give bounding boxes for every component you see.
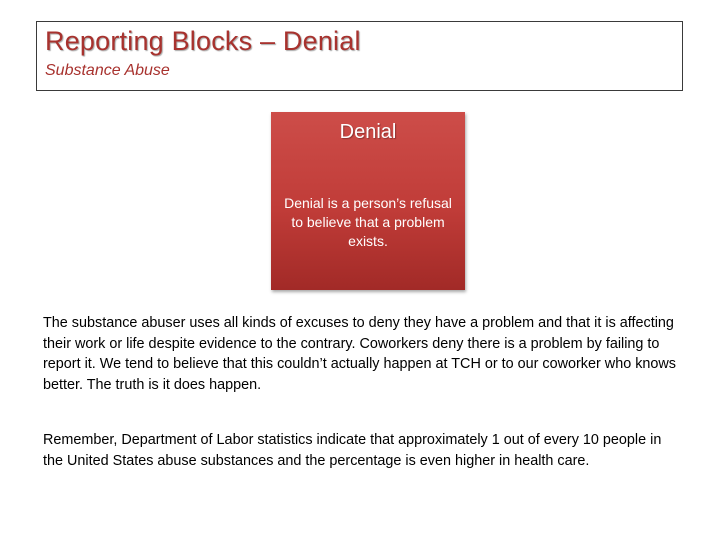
denial-card: [271, 112, 465, 290]
card-title: Denial: [339, 121, 397, 143]
body-paragraph-statistics: Remember, Department of Labor statistics indicate that approximately 1 out of every 10 people in the United States abuse substances and the percentage is even higher in health care.: [43, 432, 662, 469]
slide-title: Reporting Blocks – Denial: [45, 26, 361, 56]
body-paragraph-excuses: The substance abuser uses all kinds of excuses to deny they have a problem and that it is affecting their work or life despite evidence to the contrary. Coworkers deny there is a problem by failing to report it. We tend to believe that this couldn’t actually happen at TCH or to our coworker who knows better. The truth is it does happen.: [43, 315, 676, 393]
card-body: Denial is a person’s refusal to believe that a problem exists.: [284, 195, 452, 249]
title-box: [36, 21, 683, 91]
slide-subtitle: Substance Abuse: [45, 62, 170, 79]
